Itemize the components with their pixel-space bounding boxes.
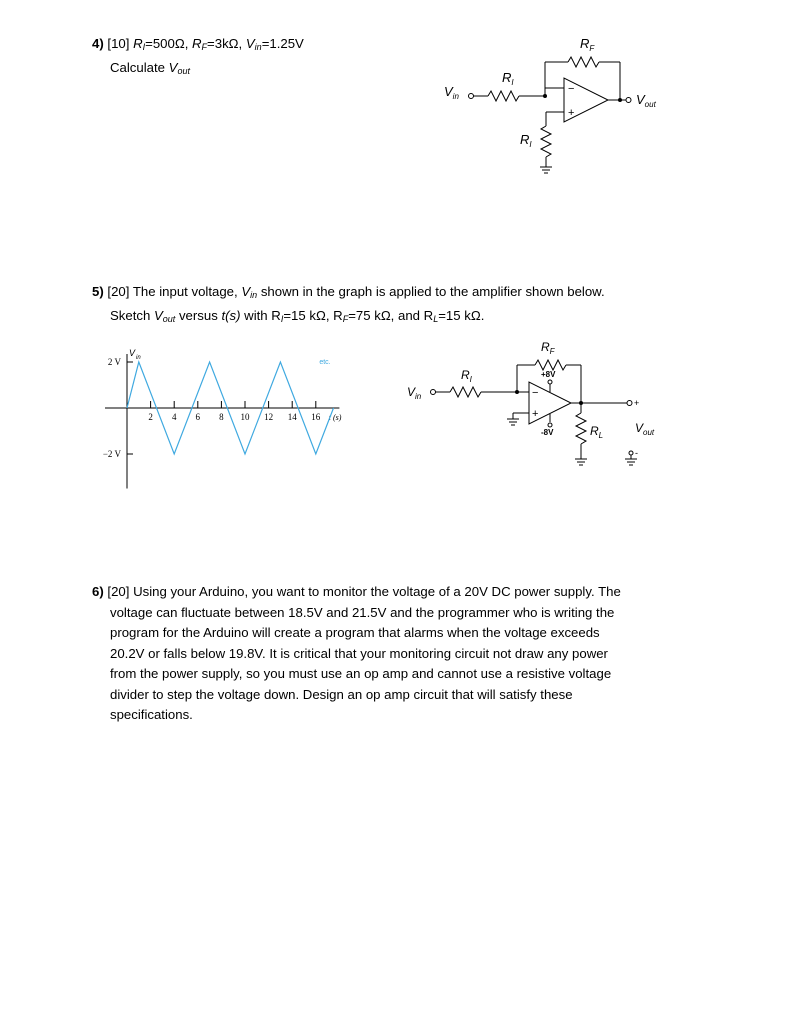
svg-text:RF (541, 340, 556, 356)
svg-text:RF (580, 36, 595, 53)
svg-text:Vout (635, 421, 655, 437)
ground-resistor (541, 126, 551, 157)
c5-out-plus: + (634, 398, 640, 408)
rf-resistor (568, 57, 599, 67)
c5-rf-label: R (541, 340, 550, 354)
svg-text:RL (590, 424, 603, 440)
q5-rl-sub: L (433, 313, 439, 324)
c4-vout-sub: out (644, 100, 656, 109)
c5-vin-sub: in (415, 392, 422, 401)
svg-text:RI (502, 70, 514, 87)
x-tick-label: 6 (195, 412, 201, 422)
vin-waveform-chart (90, 335, 350, 485)
q5-rf-val: =75 kΩ, and R (348, 307, 434, 323)
c5-rl-sub: L (598, 431, 604, 440)
c4-rf-label: R (580, 36, 590, 51)
etc-annotation: etc. (319, 359, 331, 366)
q5-rf-sub: F (342, 313, 349, 324)
q5-ri-val: =15 kΩ, R (283, 307, 343, 323)
q4-number: 4) (92, 36, 104, 51)
q6-text1: Using your Arduino, you want to monitor the voltage of a 20V DC power supply. The (129, 584, 621, 599)
q6-line2: voltage can fluctuate between 18.5V and 21.5V and the programmer who is writing the (110, 604, 615, 620)
c4-vin-sub: in (452, 92, 459, 101)
x-tick-label: 8 (219, 412, 224, 422)
c5-rl-label: R (590, 424, 599, 438)
q5-number: 5) (92, 284, 104, 299)
svg-text:Vin (407, 385, 422, 401)
q4-calculate: Calculate (110, 59, 169, 75)
c5-vneg-label: -8V (541, 428, 554, 437)
c5-rl-resistor (576, 413, 586, 444)
y-tick-label: −2 V (102, 449, 121, 459)
q6-points: [20] (107, 584, 130, 599)
q5-ts: t(s) (221, 307, 241, 323)
x-tick-label: 16 (311, 412, 321, 422)
q4-vin-label: V (245, 36, 255, 51)
q6-line3: program for the Arduino will create a program that alarms when the voltage exceeds (110, 625, 600, 640)
x-tick-label: 4 (171, 412, 177, 422)
x-axis-label: t (s) (328, 413, 342, 422)
question-6 (92, 582, 682, 726)
q6-line6: divider to step the voltage down. Design an op amp circuit that will satisfy these (110, 686, 573, 702)
circuit-4-diagram (440, 30, 680, 185)
c4-ri-sub: I (511, 78, 514, 87)
c4-ri-label: R (502, 70, 512, 85)
c5-rf-sub: F (549, 347, 555, 356)
c4-plus: + (568, 107, 575, 119)
svg-text:Vout (636, 92, 657, 109)
y-axis-label: V (129, 347, 136, 358)
x-tick-label: 10 (240, 412, 250, 422)
c5-ri-resistor (450, 387, 481, 397)
q5-with: with R (240, 307, 281, 323)
q5-sketch: Sketch (110, 307, 154, 323)
c4-rg-label: R (520, 132, 530, 147)
q4-vin-sub: in (254, 42, 262, 52)
c5-ri-label: R (461, 368, 470, 382)
q5-vout-label: V (153, 307, 163, 323)
q4-line2 (92, 58, 304, 82)
q5-line1 (92, 284, 605, 299)
q5-rl-val: =15 kΩ. (438, 307, 485, 323)
q4-vout-sub: out (177, 65, 190, 76)
c5-vpos-terminal (548, 380, 552, 384)
c4-rg-sub: I (529, 140, 532, 149)
c5-plus: + (532, 408, 539, 420)
x-tick-label: 14 (287, 412, 297, 422)
question-5 (92, 282, 692, 329)
q4-vout-label: V (168, 59, 178, 75)
c5-vpos-label: +8V (541, 370, 556, 379)
q6-line5: from the power supply, so you must use an op amp and cannot use a resistive voltage (110, 666, 612, 681)
circuit-5-diagram (395, 335, 675, 485)
q4-ri-sub: I (142, 42, 146, 52)
q5-text1: The input voltage, (129, 284, 242, 299)
svg-text:RI (461, 368, 473, 384)
svg-text:RI (520, 132, 532, 149)
c5-vout-label: V (635, 421, 644, 435)
c4-minus: − (568, 83, 575, 95)
svg-text:Vin (444, 84, 459, 101)
vin-terminal (469, 94, 474, 99)
q5-versus: versus (175, 307, 222, 323)
q5-vout-sub: out (162, 313, 176, 324)
q5-points: [20] (107, 284, 130, 299)
c4-vin-label: V (444, 84, 453, 99)
q5-line2 (92, 306, 692, 330)
c5-vin-terminal (431, 390, 436, 395)
q5-text2: shown in the graph is applied to the amplifier shown below. (257, 284, 605, 299)
q4-vin-value: =1.25V (261, 36, 304, 51)
c5-out-minus: - (635, 448, 638, 458)
q4-rf-sub: F (201, 42, 208, 52)
question-4 (92, 34, 304, 81)
q6-line7: specifications. (110, 707, 193, 722)
c5-vout-sub: out (643, 428, 655, 437)
q4-rf-label: R (192, 36, 202, 51)
q5-vin-label: V (241, 284, 251, 299)
c4-rf-sub: F (589, 44, 595, 53)
c5-vneg-terminal (548, 423, 552, 427)
q4-line1 (92, 36, 304, 51)
q5-ri-sub: I (280, 313, 284, 324)
q4-ri-value: =500Ω, (145, 36, 193, 51)
c5-vout-terminal (627, 401, 632, 406)
q4-ri-label: R (133, 36, 143, 51)
x-tick-label: 12 (264, 412, 274, 422)
y-axis-label-sub: in (136, 354, 141, 361)
q6-number: 6) (92, 584, 104, 599)
x-tick-label: 2 (148, 412, 153, 422)
q6-line4: 20.2V or falls below 19.8V. It is critical that your monitoring circuit not draw any power (110, 645, 608, 661)
q6-line1 (92, 584, 621, 599)
q5-vin-sub: in (250, 290, 258, 300)
vout-terminal (626, 98, 631, 103)
c5-rf-resistor (535, 360, 566, 370)
c5-ri-sub: I (469, 375, 472, 384)
y-tick-label: 2 V (107, 357, 121, 367)
c5-minus: − (532, 387, 539, 399)
q4-points: [10] (107, 36, 130, 51)
ri-resistor (488, 91, 519, 101)
c5-vin-label: V (407, 385, 416, 399)
q4-rf-value: =3kΩ, (207, 36, 246, 51)
c5-vout-minus-terminal (629, 451, 633, 455)
c4-vout-label: V (636, 92, 645, 107)
